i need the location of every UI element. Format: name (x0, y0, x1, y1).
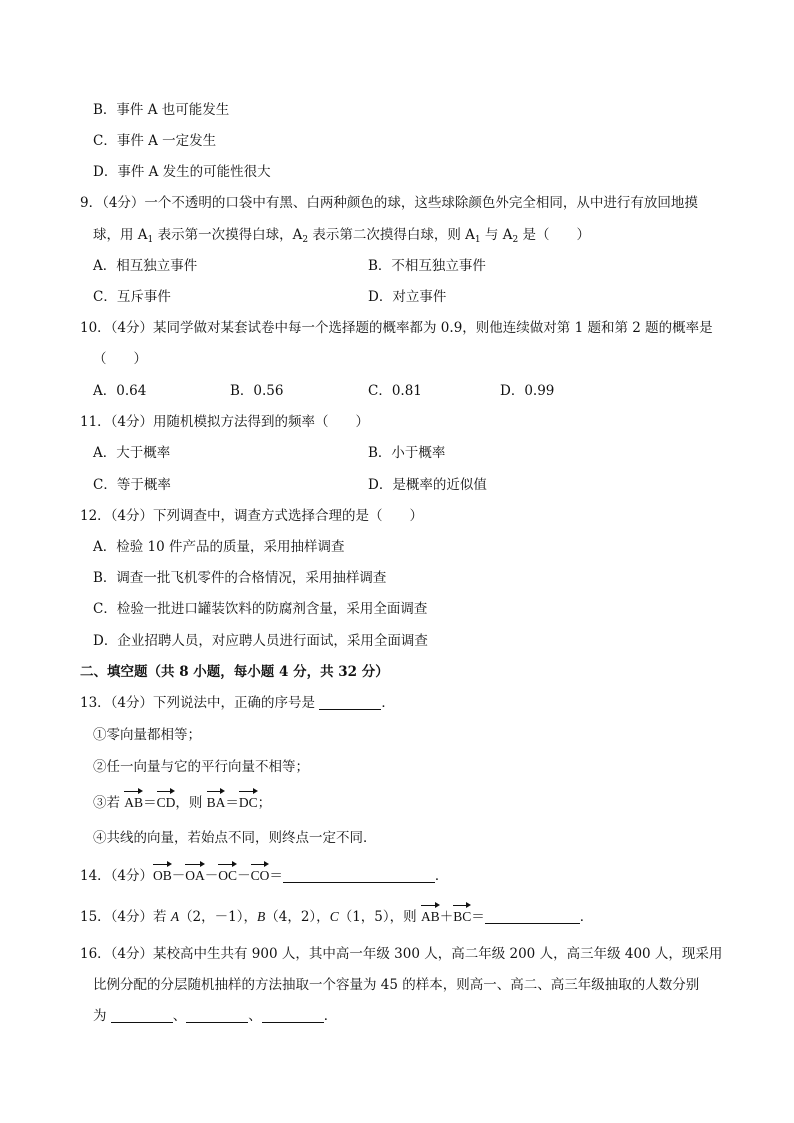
q12-stem: 12．（4分）下列调查中，调查方式选择合理的是（ ） (80, 508, 424, 524)
subscript: 1 (147, 235, 154, 245)
q15-stem (80, 907, 593, 927)
q11-stem: 11．（4分）用随机模拟方法得到的频率（ ） (80, 414, 370, 430)
q16-stem-line1: 16．（4分）某校高中生共有 900 人，其中高一年级 300 人，高二年级 200 人，高三年级 400 人，现采用 (80, 946, 723, 962)
q15-text: ＋ (439, 909, 454, 925)
q10-stem-line1: 10．（4分）某同学做对某套试卷中每一个选择题的概率都为 0.9，则他连续做对第 1 题和第 2 题的概率是 (80, 320, 713, 336)
q16-text: ． (323, 1008, 338, 1024)
vector-ob: OB (153, 866, 172, 886)
q10-option-a: A．0.64 (93, 383, 147, 399)
vector-oc: OC (218, 866, 237, 886)
q13-stem (80, 693, 395, 713)
answer-blank[interactable] (111, 1008, 173, 1023)
q13-text: ＝ (225, 795, 239, 811)
q9-text: 球，用 A (93, 227, 148, 243)
q16-text: 、 (248, 1008, 262, 1024)
vector-ab: AB (124, 793, 143, 813)
vector-ba: BA (207, 793, 226, 813)
q13-text: 13．（4分）下列说法中，正确的序号是 (80, 695, 316, 711)
q14-text: － (237, 868, 251, 884)
answer-blank[interactable] (319, 695, 381, 710)
subscript: 1 (474, 235, 481, 245)
q13-text: ． (381, 695, 395, 711)
q8-option-b: B．事件 A 也可能发生 (93, 102, 230, 118)
q12-option-a: A．检验 10 件产品的质量，采用抽样调查 (93, 539, 345, 555)
q11-option-c: C．等于概率 (93, 477, 171, 493)
answer-blank[interactable] (262, 1008, 324, 1023)
q10-stem-line2: （ ） (93, 351, 147, 367)
vector-oa: OA (185, 866, 205, 886)
q11-option-d: D．是概率的近似值 (368, 477, 487, 493)
q15-text: 15．（4分）若 (80, 909, 171, 925)
q11-option-b: B．小于概率 (368, 445, 446, 461)
q13-item-2: ②任一向量与它的平行向量不相等； (93, 759, 309, 775)
q9-option-d: D．对立事件 (368, 289, 447, 305)
q13-item-4: ④共线的向量，若始点不同，则终点一定不同． (93, 830, 377, 846)
vector-cd: CD (157, 793, 176, 813)
q12-option-c: C．检验一批进口罐装饮料的防腐剂含量，采用全面调查 (93, 601, 428, 617)
q14-text: 14．（4分） (80, 868, 154, 884)
vector-co: CO (251, 866, 270, 886)
q9-text: 表示第二次摸得白球，则 A (308, 227, 475, 243)
q9-stem-line1: 9．（4分）一个不透明的口袋中有黑、白两种颜色的球，这些球除颜色外完全相同，从中进行有放回地摸 (80, 195, 698, 211)
q13-item-1: ①零向量都相等； (93, 727, 201, 743)
q16-text: 、 (172, 1008, 187, 1024)
q13-text: ③若 (93, 795, 125, 811)
point-b: B (257, 909, 266, 924)
q15-text: （1，5），则 (338, 909, 421, 925)
q14-text: ． (434, 868, 449, 884)
q10-option-d: D．0.99 (500, 383, 555, 399)
q9-option-a: A．相互独立事件 (93, 258, 198, 274)
q10-option-b: B．0.56 (230, 383, 284, 399)
answer-blank[interactable] (186, 1008, 248, 1023)
vector-ab: AB (421, 907, 440, 927)
q15-text: （2，－1）， (179, 909, 257, 925)
q13-text: ＝ (143, 795, 157, 811)
subscript: 2 (512, 235, 519, 245)
q16-stem-line2: 比例分配的分层随机抽样的方法抽取一个容量为 45 的样本，则高一、高二、高三年级抽取的人数分别 (93, 977, 700, 993)
section-title-fill-in: 二、填空题（共 8 小题，每小题 4 分，共 32 分） (80, 664, 389, 680)
q14-text: ＝ (269, 868, 283, 884)
subscript: 2 (302, 235, 309, 245)
q13-text: ，则 (175, 795, 207, 811)
q15-text: ． (579, 909, 594, 925)
q9-text: 是（ ） (518, 227, 591, 243)
q9-text: 与 A (480, 227, 513, 243)
q8-option-c: C．事件 A 一定发生 (93, 133, 217, 149)
vector-dc: DC (239, 793, 258, 813)
q14-stem (80, 866, 448, 886)
answer-blank[interactable] (485, 909, 580, 924)
point-c: C (329, 909, 339, 924)
q15-text: （4，2）， (265, 909, 330, 925)
answer-blank[interactable] (283, 868, 435, 883)
q15-text: ＝ (471, 909, 485, 925)
q16-text: 为 (93, 1008, 107, 1024)
q16-stem-line3 (93, 1006, 337, 1026)
q10-option-c: C．0.81 (368, 383, 422, 399)
q8-option-d: D．事件 A 发生的可能性很大 (93, 164, 271, 180)
q12-option-d: D．企业招聘人员，对应聘人员进行面试，采用全面调查 (93, 633, 428, 649)
q9-text: 表示第一次摸得白球，A (153, 227, 303, 243)
q13-text: ； (257, 795, 272, 811)
q12-option-b: B．调查一批飞机零件的合格情况，采用抽样调查 (93, 570, 387, 586)
q11-option-a: A．大于概率 (93, 445, 171, 461)
q13-item-3 (93, 793, 271, 813)
point-a: A (170, 909, 180, 924)
q9-option-c: C．互斥事件 (93, 289, 171, 305)
q9-stem-line2 (93, 225, 590, 250)
q9-option-b: B．不相互独立事件 (368, 258, 486, 274)
q14-text: － (204, 868, 219, 884)
q14-text: － (171, 868, 186, 884)
vector-bc: BC (453, 907, 471, 927)
